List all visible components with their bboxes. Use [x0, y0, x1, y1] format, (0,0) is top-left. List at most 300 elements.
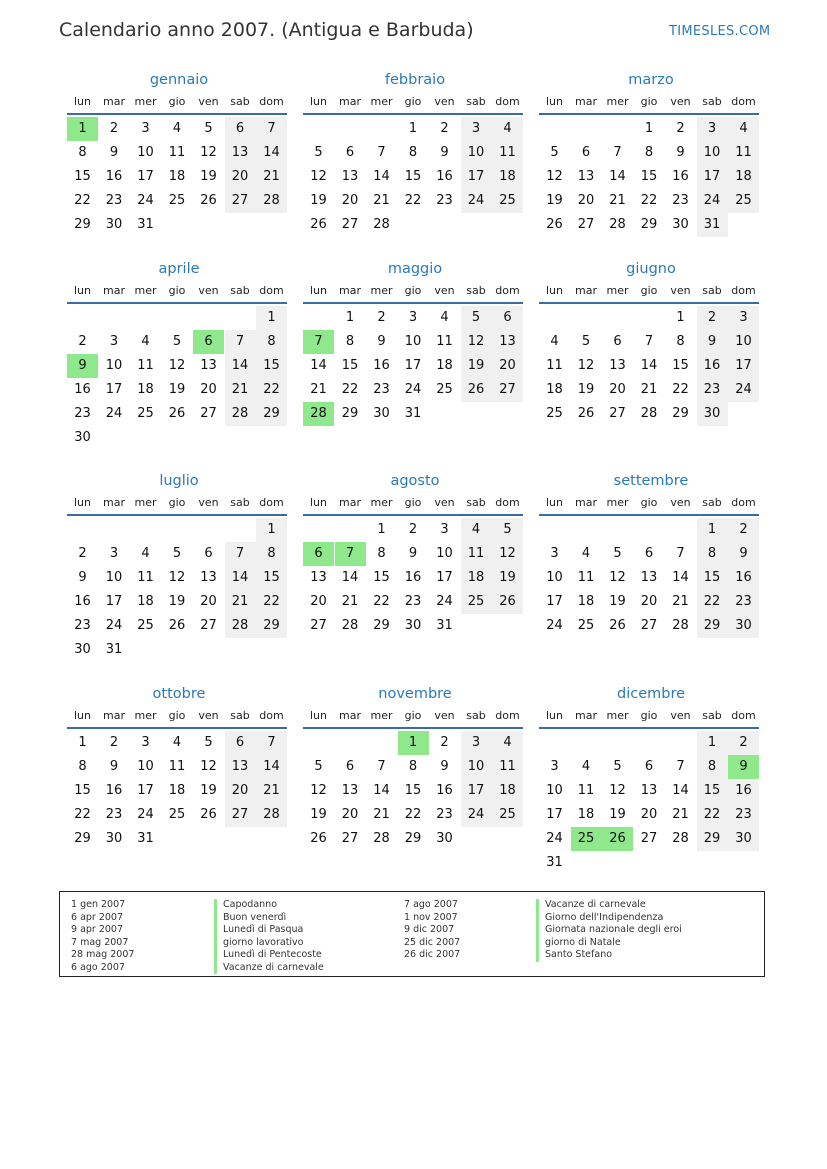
- day-cell: 28: [225, 614, 256, 638]
- header-rule: [303, 727, 523, 729]
- day-cell: 18: [168, 783, 186, 798]
- header-rule: [67, 302, 287, 304]
- weekday-header: sab: [466, 496, 486, 509]
- day-cell: 9: [78, 570, 87, 585]
- day-cell: 13: [310, 570, 327, 585]
- day-cell: 24: [697, 189, 728, 213]
- day-cell: 6: [492, 306, 523, 330]
- day-cell: 21: [373, 193, 390, 208]
- day-cell: 13: [577, 169, 595, 184]
- day-cell: 14: [341, 570, 359, 585]
- day-cell: 10: [137, 759, 154, 774]
- day-cell: 30: [105, 217, 123, 232]
- weekday-header: lun: [546, 95, 563, 108]
- day-cell: 13: [225, 141, 256, 165]
- day-cell: 21: [256, 165, 287, 189]
- day-cell: 2: [676, 121, 685, 136]
- day-cell: 18: [546, 382, 563, 397]
- weekday-header: gio: [168, 95, 186, 108]
- day-cell: 12: [577, 358, 595, 373]
- holiday-cell: 26: [602, 827, 633, 851]
- day-cell: 11: [728, 141, 759, 165]
- weekday-header: sab: [466, 95, 486, 108]
- day-cell: 5: [613, 759, 622, 774]
- month-name: luglio: [159, 473, 199, 489]
- day-cell: 22: [697, 803, 728, 827]
- day-cell: 14: [672, 783, 689, 798]
- day-cell: 7: [256, 731, 287, 755]
- day-cell: 14: [256, 141, 287, 165]
- month-marzo: [539, 72, 763, 262]
- day-cell: 16: [728, 779, 759, 803]
- day-cell: 2: [697, 306, 728, 330]
- day-cell: 16: [436, 783, 453, 798]
- weekday-header: sab: [230, 709, 250, 722]
- day-cell: 2: [728, 731, 759, 755]
- day-cell: 14: [373, 783, 390, 798]
- weekday-header: mer: [134, 95, 157, 108]
- weekday-header: gio: [168, 709, 186, 722]
- day-cell: 4: [461, 518, 492, 542]
- day-cell: 2: [377, 310, 386, 325]
- day-cell: 22: [373, 594, 390, 609]
- day-cell: 10: [137, 145, 154, 160]
- day-cell: 10: [105, 570, 123, 585]
- day-cell: 24: [728, 378, 759, 402]
- day-cell: 21: [256, 779, 287, 803]
- day-cell: 11: [137, 358, 154, 373]
- day-cell: 30: [373, 406, 390, 421]
- day-cell: 11: [577, 570, 595, 585]
- day-cell: 16: [697, 354, 728, 378]
- day-cell: 30: [728, 614, 759, 638]
- holiday-cell: 1: [67, 117, 98, 141]
- day-cell: 3: [408, 310, 418, 325]
- holiday-cell: 25: [571, 827, 602, 851]
- day-cell: 26: [577, 406, 595, 421]
- day-cell: 2: [728, 518, 759, 542]
- day-cell: 7: [256, 117, 287, 141]
- weekday-header: lun: [546, 496, 563, 509]
- header-rule: [539, 302, 759, 304]
- day-cell: 19: [168, 382, 186, 397]
- day-cell: 29: [697, 614, 728, 638]
- day-cell: 29: [74, 831, 91, 846]
- day-cell: 31: [105, 642, 123, 657]
- day-cell: 5: [461, 306, 492, 330]
- day-cell: 19: [200, 783, 217, 798]
- day-cell: 3: [550, 546, 559, 561]
- month-name: novembre: [378, 686, 452, 702]
- day-cell: 23: [436, 807, 453, 822]
- day-cell: 18: [577, 807, 595, 822]
- day-cell: 10: [461, 141, 492, 165]
- day-cell: 21: [373, 807, 390, 822]
- day-cell: 5: [204, 735, 213, 750]
- day-cell: 31: [436, 618, 453, 633]
- month-name: gennaio: [149, 72, 209, 88]
- weekday-header: lun: [74, 284, 91, 297]
- weekday-header: mar: [339, 284, 361, 297]
- day-cell: 6: [345, 759, 355, 774]
- weekday-header: ven: [434, 496, 455, 509]
- weekday-header: lun: [74, 496, 91, 509]
- day-cell: 20: [200, 382, 217, 397]
- day-cell: 11: [492, 755, 523, 779]
- day-cell: 17: [404, 358, 422, 373]
- header-rule: [303, 302, 523, 304]
- day-cell: 14: [225, 354, 256, 378]
- day-cell: 23: [404, 594, 422, 609]
- day-cell: 13: [640, 570, 658, 585]
- legend-holiday-name: giorno lavorativo: [214, 937, 304, 950]
- weekday-header: gio: [404, 709, 422, 722]
- weekday-header: mar: [339, 95, 361, 108]
- day-cell: 25: [436, 382, 453, 397]
- day-cell: 28: [640, 406, 658, 421]
- day-cell: 7: [644, 334, 654, 349]
- weekday-header: mar: [575, 709, 597, 722]
- day-cell: 27: [640, 831, 658, 846]
- weekday-header: lun: [74, 95, 91, 108]
- day-cell: 27: [225, 189, 256, 213]
- day-cell: 21: [672, 594, 689, 609]
- month-name: marzo: [628, 72, 674, 88]
- day-cell: 19: [168, 594, 186, 609]
- day-cell: 6: [644, 546, 654, 561]
- weekday-header: dom: [259, 496, 284, 509]
- day-cell: 24: [105, 618, 123, 633]
- day-cell: 8: [256, 542, 287, 566]
- day-cell: 31: [137, 831, 154, 846]
- day-cell: 11: [492, 141, 523, 165]
- day-cell: 20: [640, 594, 658, 609]
- holiday-cell: 7: [335, 542, 366, 566]
- legend-date: 7 ago 2007: [404, 899, 458, 910]
- day-cell: 13: [609, 358, 626, 373]
- weekday-header: gio: [640, 496, 658, 509]
- holiday-cell: 9: [728, 755, 759, 779]
- day-cell: 25: [137, 618, 154, 633]
- day-cell: 30: [105, 831, 123, 846]
- day-cell: 7: [225, 542, 256, 566]
- weekday-header: mer: [606, 95, 629, 108]
- day-cell: 16: [105, 783, 123, 798]
- day-cell: 17: [105, 594, 123, 609]
- day-cell: 12: [310, 783, 327, 798]
- day-cell: 18: [461, 566, 492, 590]
- day-cell: 23: [373, 382, 390, 397]
- weekday-header: mer: [134, 284, 157, 297]
- weekday-header: ven: [434, 284, 455, 297]
- month-febbraio: [303, 72, 527, 262]
- day-cell: 28: [373, 831, 390, 846]
- day-cell: 4: [172, 121, 182, 136]
- weekday-header: mar: [103, 284, 125, 297]
- day-cell: 5: [172, 334, 182, 349]
- day-cell: 9: [377, 334, 386, 349]
- holiday-cell: 7: [303, 330, 334, 354]
- day-cell: 25: [168, 193, 186, 208]
- day-cell: 6: [644, 759, 654, 774]
- weekday-header: mer: [134, 709, 157, 722]
- day-cell: 25: [492, 189, 523, 213]
- day-cell: 21: [341, 594, 359, 609]
- legend-holiday-name: Santo Stefano: [536, 949, 612, 962]
- header-rule: [539, 514, 759, 516]
- day-cell: 3: [728, 306, 759, 330]
- day-cell: 23: [697, 378, 728, 402]
- day-cell: 20: [310, 594, 327, 609]
- day-cell: 23: [672, 193, 689, 208]
- month-name: settembre: [613, 473, 689, 489]
- weekday-header: mar: [575, 95, 597, 108]
- day-cell: 18: [436, 358, 453, 373]
- day-cell: 10: [697, 141, 728, 165]
- weekday-header: ven: [670, 709, 691, 722]
- day-cell: 1: [377, 522, 386, 537]
- day-cell: 23: [105, 807, 123, 822]
- day-cell: 23: [728, 590, 759, 614]
- month-giugno: [539, 261, 763, 451]
- day-cell: 4: [141, 334, 150, 349]
- day-cell: 9: [676, 145, 685, 160]
- day-cell: 16: [74, 382, 91, 397]
- weekday-header: ven: [434, 709, 455, 722]
- weekday-header: gio: [640, 709, 658, 722]
- day-cell: 30: [436, 831, 453, 846]
- holiday-cell: 9: [67, 354, 98, 378]
- day-cell: 15: [404, 783, 422, 798]
- day-cell: 10: [404, 334, 422, 349]
- header-rule: [539, 113, 759, 115]
- day-cell: 29: [341, 406, 359, 421]
- weekday-header: mer: [606, 284, 629, 297]
- legend-date: 7 mag 2007: [71, 936, 129, 948]
- day-cell: 24: [105, 406, 123, 421]
- day-cell: 16: [404, 570, 422, 585]
- weekday-header: gio: [404, 95, 422, 108]
- day-cell: 1: [697, 518, 728, 542]
- day-cell: 20: [341, 807, 359, 822]
- weekday-header: dom: [731, 284, 756, 297]
- month-luglio: [67, 473, 291, 663]
- weekday-header: dom: [495, 709, 520, 722]
- day-cell: 10: [546, 570, 563, 585]
- weekday-header: lun: [310, 95, 327, 108]
- day-cell: 31: [404, 406, 422, 421]
- day-cell: 3: [141, 735, 150, 750]
- day-cell: 5: [550, 145, 559, 160]
- weekday-header: lun: [546, 709, 563, 722]
- day-cell: 11: [546, 358, 563, 373]
- weekday-header: ven: [198, 709, 219, 722]
- day-cell: 4: [550, 334, 559, 349]
- day-cell: 12: [461, 330, 492, 354]
- weekday-header: sab: [702, 95, 722, 108]
- weekday-header: gio: [404, 496, 422, 509]
- day-cell: 26: [168, 618, 186, 633]
- day-cell: 5: [204, 121, 213, 136]
- day-cell: 21: [310, 382, 327, 397]
- day-cell: 13: [492, 330, 523, 354]
- weekday-header: lun: [546, 284, 563, 297]
- month-name: aprile: [158, 261, 200, 277]
- month-ottobre: [67, 686, 291, 876]
- day-cell: 9: [440, 145, 449, 160]
- day-cell: 25: [461, 590, 492, 614]
- day-cell: 19: [310, 193, 327, 208]
- header-rule: [303, 514, 523, 516]
- legend-date: 1 gen 2007: [71, 899, 126, 910]
- header-rule: [67, 113, 287, 115]
- day-cell: 8: [377, 546, 386, 561]
- day-cell: 12: [492, 542, 523, 566]
- weekday-header: lun: [74, 709, 91, 722]
- weekday-header: mer: [370, 284, 393, 297]
- day-cell: 22: [404, 193, 422, 208]
- legend-date: 1 nov 2007: [404, 911, 458, 923]
- day-cell: 2: [78, 546, 87, 561]
- day-cell: 21: [609, 193, 626, 208]
- holiday-cell: 1: [398, 731, 429, 755]
- day-cell: 29: [373, 618, 390, 633]
- day-cell: 16: [105, 169, 123, 184]
- day-cell: 12: [200, 759, 217, 774]
- holiday-cell: 28: [303, 402, 334, 426]
- day-cell: 21: [225, 378, 256, 402]
- page-title: Calendario anno 2007. (Antigua e Barbuda): [59, 19, 474, 41]
- day-cell: 31: [546, 855, 563, 870]
- day-cell: 29: [672, 406, 689, 421]
- day-cell: 7: [676, 546, 685, 561]
- weekday-header: mer: [606, 496, 629, 509]
- day-cell: 29: [697, 827, 728, 851]
- day-cell: 20: [577, 193, 595, 208]
- day-cell: 20: [492, 354, 523, 378]
- weekday-header: mer: [370, 496, 393, 509]
- weekday-header: ven: [434, 95, 455, 108]
- weekday-header: sab: [230, 284, 250, 297]
- weekday-header: sab: [702, 709, 722, 722]
- day-cell: 4: [141, 546, 150, 561]
- day-cell: 5: [581, 334, 591, 349]
- day-cell: 14: [672, 570, 689, 585]
- legend-holiday-name: Vacanze di carnevale: [536, 899, 646, 912]
- day-cell: 14: [609, 169, 626, 184]
- day-cell: 5: [314, 759, 323, 774]
- day-cell: 20: [609, 382, 626, 397]
- day-cell: 18: [168, 169, 186, 184]
- weekday-header: gio: [168, 496, 186, 509]
- weekday-header: lun: [310, 496, 327, 509]
- day-cell: 6: [225, 731, 256, 755]
- day-cell: 8: [345, 334, 355, 349]
- legend-holiday-name: giorno di Natale: [536, 937, 621, 950]
- day-cell: 9: [109, 145, 119, 160]
- day-cell: 8: [408, 759, 418, 774]
- day-cell: 15: [256, 566, 287, 590]
- day-cell: 16: [436, 169, 453, 184]
- day-cell: 19: [546, 193, 563, 208]
- day-cell: 27: [609, 406, 626, 421]
- day-cell: 25: [168, 807, 186, 822]
- day-cell: 27: [577, 217, 595, 232]
- day-cell: 5: [492, 518, 523, 542]
- day-cell: 10: [436, 546, 453, 561]
- day-cell: 18: [728, 165, 759, 189]
- day-cell: 10: [461, 755, 492, 779]
- day-cell: 21: [225, 590, 256, 614]
- day-cell: 12: [168, 358, 186, 373]
- day-cell: 13: [200, 570, 217, 585]
- day-cell: 3: [461, 731, 492, 755]
- day-cell: 11: [461, 542, 492, 566]
- weekday-header: ven: [198, 284, 219, 297]
- day-cell: 9: [697, 330, 728, 354]
- weekday-header: mer: [370, 95, 393, 108]
- day-cell: 14: [640, 358, 658, 373]
- day-cell: 8: [408, 145, 418, 160]
- legend-date: 9 apr 2007: [71, 924, 124, 935]
- brand-link[interactable]: TIMESLES.COM: [669, 24, 771, 39]
- weekday-header: dom: [731, 709, 756, 722]
- day-cell: 15: [640, 169, 658, 184]
- day-cell: 31: [697, 213, 728, 237]
- day-cell: 6: [225, 117, 256, 141]
- weekday-header: mar: [575, 284, 597, 297]
- day-cell: 14: [225, 566, 256, 590]
- day-cell: 27: [200, 618, 217, 633]
- day-cell: 13: [640, 783, 658, 798]
- day-cell: 18: [492, 779, 523, 803]
- day-cell: 15: [697, 779, 728, 803]
- day-cell: 8: [78, 759, 87, 774]
- header-rule: [303, 113, 523, 115]
- day-cell: 3: [141, 121, 150, 136]
- day-cell: 27: [200, 406, 217, 421]
- day-cell: 4: [172, 735, 182, 750]
- day-cell: 6: [581, 145, 591, 160]
- day-cell: 3: [697, 117, 728, 141]
- day-cell: 1: [676, 310, 685, 325]
- day-cell: 29: [74, 217, 91, 232]
- day-cell: 26: [200, 193, 217, 208]
- day-cell: 3: [109, 334, 119, 349]
- weekday-header: dom: [259, 709, 284, 722]
- day-cell: 7: [377, 759, 386, 774]
- day-cell: 20: [225, 779, 256, 803]
- day-cell: 11: [577, 783, 595, 798]
- day-cell: 24: [137, 807, 154, 822]
- day-cell: 17: [461, 779, 492, 803]
- day-cell: 27: [225, 803, 256, 827]
- day-cell: 7: [676, 759, 685, 774]
- day-cell: 16: [74, 594, 91, 609]
- weekday-header: dom: [495, 95, 520, 108]
- legend-date: 6 ago 2007: [71, 961, 125, 973]
- month-agosto: [303, 473, 527, 663]
- day-cell: 26: [461, 378, 492, 402]
- day-cell: 28: [373, 217, 390, 232]
- day-cell: 13: [341, 169, 359, 184]
- day-cell: 27: [341, 217, 359, 232]
- day-cell: 19: [577, 382, 595, 397]
- weekday-header: sab: [466, 284, 486, 297]
- day-cell: 19: [200, 169, 217, 184]
- day-cell: 29: [640, 217, 658, 232]
- day-cell: 22: [697, 590, 728, 614]
